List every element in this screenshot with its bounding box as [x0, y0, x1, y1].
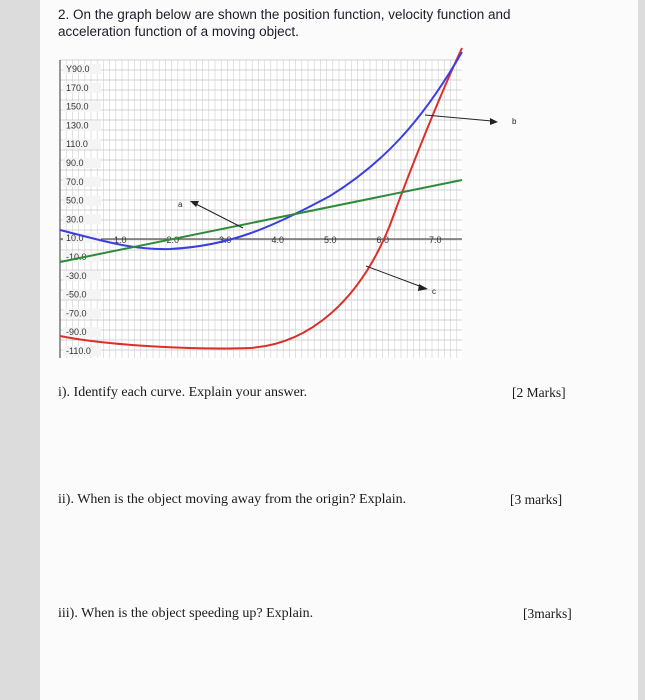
part-3-question: iii). When is the object speeding up? Explain.: [58, 606, 314, 621]
y-tick-label: -10.0: [66, 252, 87, 262]
x-tick-label: 2.0: [166, 235, 180, 245]
x-tick-label: 7.0: [429, 235, 442, 245]
y-tick-label: -110.0: [66, 346, 91, 356]
x-tick-label: 4.0: [271, 235, 285, 245]
y-tick-label: 110.0: [66, 139, 88, 150]
part-1-question: i). Identify each curve. Explain your answer.: [58, 385, 308, 400]
y-tick-label: -30.0: [66, 270, 87, 281]
x-tick-label: 5.0: [324, 235, 337, 245]
y-tick-label: -70.0: [66, 308, 87, 319]
label-b: b: [512, 117, 517, 126]
part-3-marks: [3marks]: [523, 606, 572, 621]
question-line-2: acceleration function of a moving object.: [58, 24, 299, 39]
question-number: 2.: [58, 7, 70, 22]
part-2-marks: [3 marks]: [510, 492, 563, 507]
y-tick-label: 10.0: [66, 233, 84, 244]
y-tick-label: 90.0: [66, 158, 84, 168]
question-line-1: On the graph below are shown the position function, velocity function and: [73, 7, 511, 22]
y-tick-label: 50.0: [66, 195, 84, 206]
y-tick-label: 30.0: [66, 214, 84, 225]
y-tick-label: -90.0: [66, 327, 87, 338]
x-tick-label: 3.0: [219, 235, 232, 245]
part-1-marks: [2 Marks]: [512, 385, 566, 400]
y-tick-label: 170.0: [66, 82, 89, 93]
y-tick-label: 70.0: [66, 176, 84, 187]
x-tick-label: 1.0: [114, 235, 127, 245]
label-c: c: [432, 287, 436, 296]
y-tick-label: -50.0: [66, 289, 87, 300]
x-tick-label: 6.0: [376, 235, 390, 245]
y-tick-label: Y90.0: [66, 64, 90, 74]
y-tick-label: 150.0: [66, 101, 89, 112]
part-2-question: ii). When is the object moving away from the origin? Explain.: [58, 492, 407, 507]
y-tick-label: 130.0: [66, 120, 89, 131]
label-a: a: [178, 200, 183, 209]
